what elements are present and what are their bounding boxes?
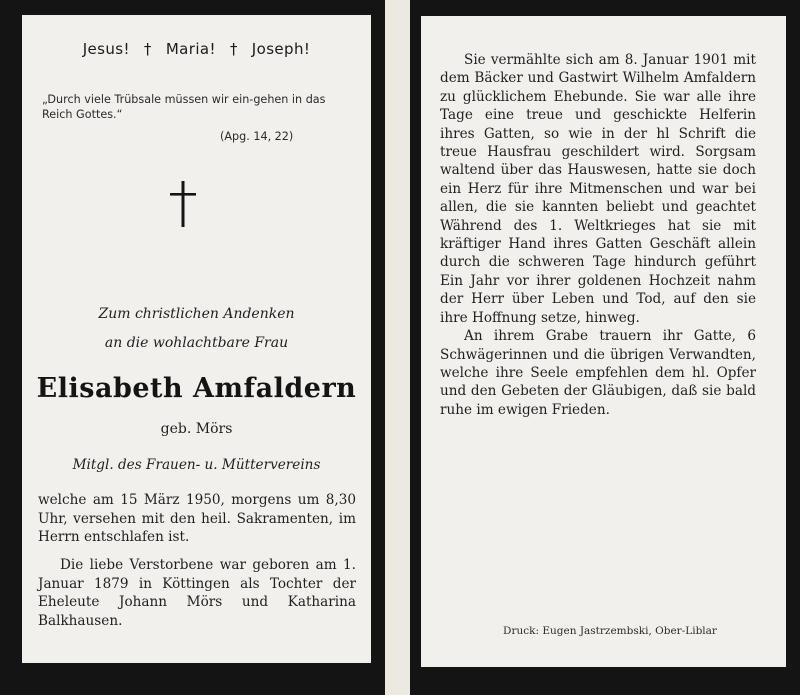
printer-credit: Druck: Eugen Jastrzembski, Ober-Liblar <box>503 625 717 637</box>
memorial-line-1: Zum christlichen Andenken <box>98 306 295 322</box>
invocation-maria: Maria! <box>165 40 216 58</box>
birth-name: geb. Mörs <box>160 421 233 437</box>
card-fold <box>385 0 410 695</box>
paragraph1-text: Sie vermählte sich am 8. Januar 1901 mit dem Bäcker und Gastwirt Wilhelm Amfaldern zu glücklichem Ehebunde. Sie war alle ihre Tage eine treue und geschickte Helferin ihres Gatten, so wie in der hl Schrift die treue Hausfrau geschildert wird. Sorgsam waltend über das Hauswesen, hatte sie doch ein Herz für ihre Mitmenschen und war bei allen, die sie kannten beliebt und geachtet Während des 1. Weltkrieges hat sie mit kräftiger Hand ihres Gatten Geschäft allein durch die schweren Tage hindurch geführt Ein Jahr vor ihrer goldenen Hochzeit nahm der Herr über Leben und Tod, auf den sie ihre Hoffnung setze, hinweg. <box>440 52 756 326</box>
death-notice-text: welche am 15 März 1950, morgens um 8,30 Uhr, versehen mit den heil. Sakramenten, im Herrn entschlafen ist. <box>38 492 356 545</box>
mourners-paragraph <box>440 327 756 419</box>
latin-cross-icon <box>170 181 196 227</box>
paragraph2-text: An ihrem Grabe trauern ihr Gatte, 6 Schwägerinnen und die übrigen Verwandten, welche ihre Seele empfehlen dem hl. Opfer und den Gebeten der Gläubigen, daß sie bald ruhe im ewigen Frieden. <box>440 328 756 418</box>
bible-quote: „Durch viele Trübsale müssen wir ein-gehen in das Reich Gottes.“ <box>42 93 326 121</box>
invocation-joseph: Joseph! <box>251 40 311 58</box>
invocation-cross-1: † <box>143 40 152 58</box>
biography <box>38 556 356 630</box>
memorial-line-2: an die wohlachtbare Frau <box>104 335 289 351</box>
membership: Mitgl. des Frauen- u. Müttervereins <box>72 457 321 473</box>
right-card-text <box>440 51 756 419</box>
biography-text: Die liebe Verstorbene war geboren am 1. Januar 1879 in Köttingen als Tochter der Eheleute Johann Mörs und Katharina Balkhausen. <box>38 557 356 629</box>
invocation-cross-2: † <box>229 40 238 58</box>
death-notice <box>38 491 356 547</box>
bible-quote-reference: (Apg. 14, 22) <box>220 130 294 143</box>
deceased-name: Elisabeth Amfaldern <box>36 373 357 404</box>
invocation-jesus: Jesus! <box>82 40 130 58</box>
invocation <box>22 40 371 58</box>
marriage-paragraph <box>440 51 756 327</box>
